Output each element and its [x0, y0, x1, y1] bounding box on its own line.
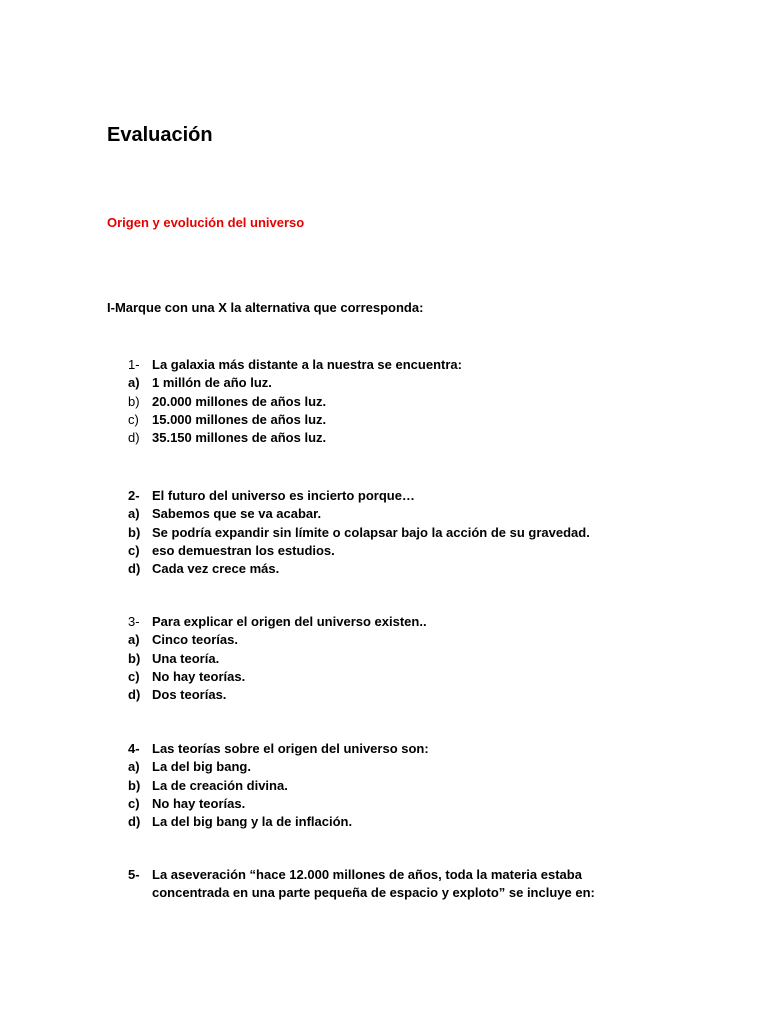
option-text: Dos teorías.: [152, 687, 227, 703]
option-text: eso demuestran los estudios.: [152, 542, 335, 558]
option-text: 20.000 millones de años luz.: [152, 393, 327, 409]
option-letter: c): [128, 542, 140, 558]
question-4: [128, 740, 648, 831]
option-text: 35.150 millones de años luz.: [152, 430, 327, 446]
document-title: Evaluación: [107, 124, 213, 146]
option-letter: a): [128, 759, 140, 775]
option-a[interactable]: [128, 758, 648, 776]
option-text: La del big bang y la de inflación.: [152, 814, 353, 830]
question-3-stem: [128, 613, 648, 631]
option-letter: d): [128, 687, 141, 703]
option-text: No hay teorías.: [152, 668, 246, 684]
option-letter: b): [128, 650, 141, 666]
option-text: La de creación divina.: [152, 777, 288, 793]
option-letter: b): [128, 524, 141, 540]
option-letter: a): [128, 375, 140, 391]
question-4-stem: [128, 740, 648, 758]
question-5: [128, 866, 648, 903]
option-text: 1 millón de año luz.: [152, 375, 272, 391]
option-b[interactable]: [128, 393, 648, 411]
option-letter: d): [128, 430, 140, 446]
instruction-text: I-Marque con una X la alternativa que corresponda:: [107, 300, 424, 315]
option-d[interactable]: [128, 560, 648, 578]
option-d[interactable]: [128, 429, 648, 447]
option-letter: c): [128, 795, 140, 811]
option-letter: a): [128, 506, 140, 522]
option-a[interactable]: [128, 631, 648, 649]
question-text: La galaxia más distante a la nuestra se encuentra:: [152, 357, 462, 372]
question-number: 5-: [128, 867, 140, 882]
option-c[interactable]: [128, 542, 648, 560]
option-a[interactable]: [128, 374, 648, 392]
option-d[interactable]: [128, 813, 648, 831]
document-subtitle: Origen y evolución del universo: [107, 215, 305, 230]
option-text: Cinco teorías.: [152, 632, 238, 648]
option-letter: d): [128, 561, 141, 577]
option-letter: c): [128, 668, 140, 684]
option-a[interactable]: [128, 505, 648, 523]
option-letter: a): [128, 632, 140, 648]
question-2-stem: [128, 487, 648, 505]
option-c[interactable]: [128, 795, 648, 813]
question-2: [128, 487, 648, 578]
question-text: El futuro del universo es incierto porque…: [152, 488, 415, 503]
option-c[interactable]: [128, 668, 648, 686]
option-text: La del big bang.: [152, 759, 251, 775]
question-text: La aseveración “hace 12.000 millones de años, toda la materia estaba concentrada en una parte pequeña de espacio y exploto” se incluye en:: [152, 867, 595, 901]
option-text: 15.000 millones de años luz.: [152, 411, 327, 427]
question-1-stem: [128, 356, 648, 374]
option-letter: b): [128, 393, 140, 409]
question-number: 3-: [128, 614, 140, 629]
option-letter: b): [128, 777, 141, 793]
option-b[interactable]: [128, 650, 648, 668]
option-text: Sabemos que se va acabar.: [152, 506, 322, 522]
question-number: 2-: [128, 488, 140, 503]
question-number: 4-: [128, 741, 140, 756]
question-1: [128, 356, 648, 447]
option-b[interactable]: [128, 524, 648, 542]
option-text: Una teoría.: [152, 650, 220, 666]
question-text: Las teorías sobre el origen del universo son:: [152, 741, 429, 756]
option-letter: c): [128, 411, 139, 427]
option-d[interactable]: [128, 686, 648, 704]
question-5-stem: [128, 866, 648, 903]
question-number: 1-: [128, 357, 140, 372]
option-letter: d): [128, 814, 141, 830]
option-b[interactable]: [128, 777, 648, 795]
option-text: Se podría expandir sin límite o colapsar bajo la acción de su gravedad.: [152, 524, 590, 540]
option-text: Cada vez crece más.: [152, 561, 280, 577]
option-text: No hay teorías.: [152, 795, 246, 811]
question-text: Para explicar el origen del universo existen..: [152, 614, 427, 629]
option-c[interactable]: [128, 411, 648, 429]
question-3: [128, 613, 648, 704]
